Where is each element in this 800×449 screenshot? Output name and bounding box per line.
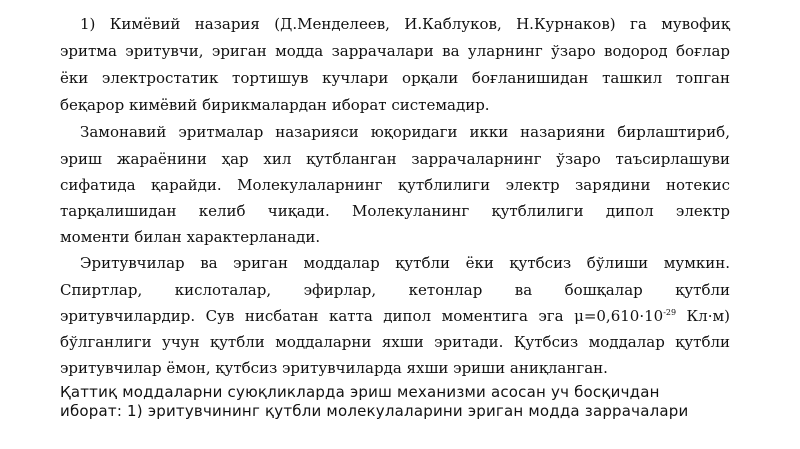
paragraph-3-line-3 — [60, 307, 730, 325]
paragraph-2-line-1: Замонавий эритмалар назарияси юқоридаги икки назарияни бирлаштириб, — [80, 123, 730, 141]
paragraph-2-line-5: моменти билан характерланади. — [60, 228, 321, 246]
paragraph-3-line-2: Спиртлар, кислоталар, эфирлар, кетонлар ва бошқалар қутбли — [60, 281, 730, 299]
dipole-exponent: -29 — [663, 308, 677, 317]
paragraph-3-line-5: эритувчилар ёмон, қутбсиз эритувчиларда яхши эриши аниқланган. — [60, 359, 608, 377]
paragraph-4-line-1: Қаттиқ моддаларни суюқликларда эриш механизми асосан уч босқичдан — [60, 383, 660, 401]
paragraph-1-line-2: эритма эритувчи, эриган модда заррачалари ва уларнинг ўзаро водород боғлар — [60, 42, 730, 60]
paragraph-1-line-3: ёки электростатик тортишув кучлари орқали боғланишидан ташкил топган — [60, 69, 730, 87]
paragraph-4-line-2: иборат: 1) эритувчининг қутбли молекулаларини эриган модда заррачалари — [60, 402, 689, 420]
dipole-unit: Кл·м) — [676, 307, 730, 325]
paragraph-3-line-4: бўлганлиги учун қутбли моддаларни яхши эритади. Қутбсиз моддалар қутбли — [60, 333, 730, 351]
paragraph-3-line-1: Эритувчилар ва эриган моддалар қутбли ёки қутбсиз бўлиши мумкин. — [80, 254, 730, 272]
paragraph-2-line-2: эриш жараёнини ҳар хил қутбланган заррачаларнинг ўзаро таъсирлашуви — [60, 150, 730, 168]
paragraph-2-line-4: тарқалишидан келиб чиқади. Молекуланинг қутблилиги дипол электр — [60, 202, 730, 220]
paragraph-2-line-3: сифатида қарайди. Молекулаларнинг қутблилиги электр зарядини нотекис — [60, 176, 730, 194]
paragraph-1-line-1: 1) Кимёвий назария (Д.Менделеев, И.Каблуков, Н.Курнаков) га мувофиқ — [80, 15, 730, 33]
paragraph-1-line-4: беқарор кимёвий бирикмалардан иборат системадир. — [60, 96, 490, 114]
dipole-text: эритувчилардир. Сув нисбатан катта дипол моментига эга μ=0,610·10 — [60, 307, 664, 325]
